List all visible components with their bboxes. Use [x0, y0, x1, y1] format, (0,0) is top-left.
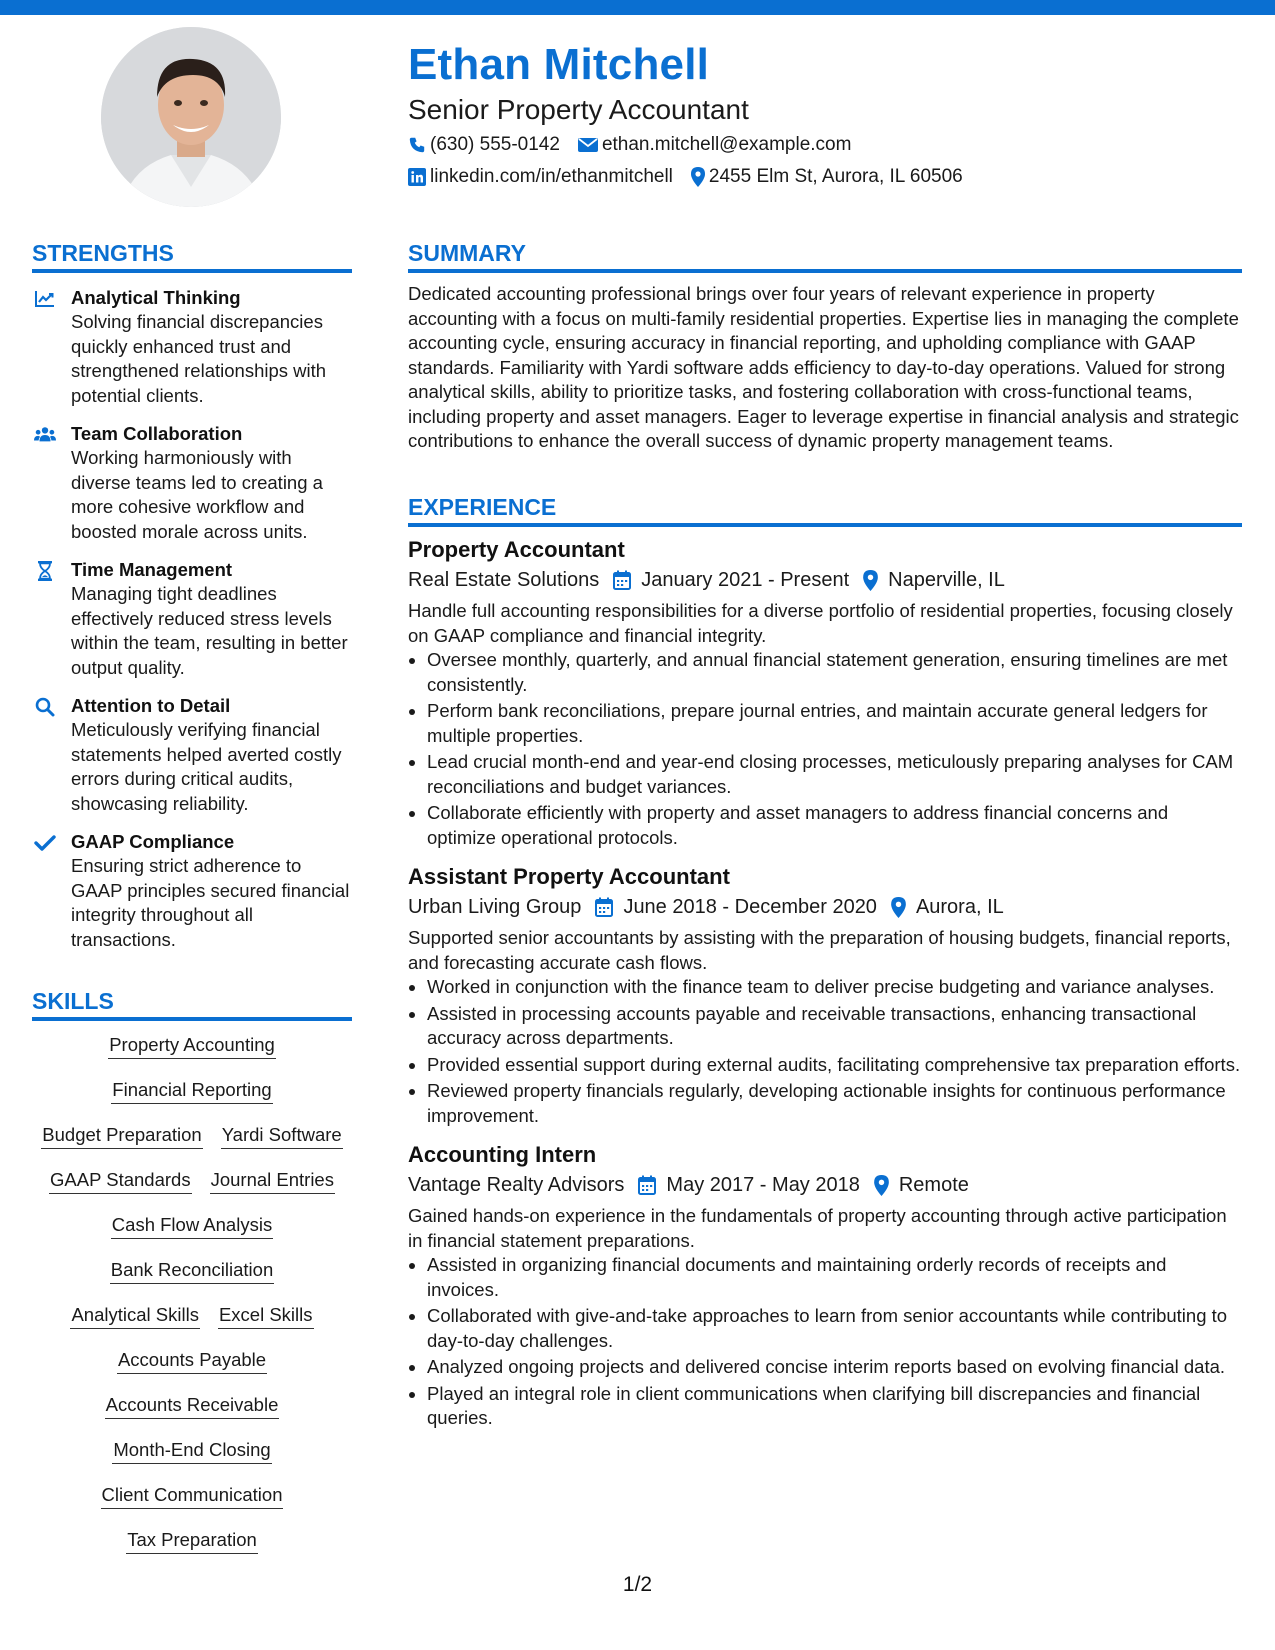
- job-bullet: • Oversee monthly, quarterly, and annual financial statement generation, ensuring timelines are met consistently.: [427, 648, 1242, 697]
- top-accent-bar: [0, 0, 1275, 15]
- job-entry: [408, 1140, 1242, 1431]
- job-bullet: • Reviewed property financials regularly, developing actionable insights for continuous performance improvement.: [427, 1079, 1242, 1128]
- skill-tag: Financial Reporting: [111, 1079, 272, 1104]
- strength-description: Meticulously verifying financial statements helped averted costly errors during critical audits, showcasing reliability.: [71, 719, 342, 814]
- calendar-icon: [638, 1175, 656, 1195]
- skill-row: [32, 1214, 352, 1259]
- location-pin-icon: [863, 570, 878, 591]
- company-name: Real Estate Solutions: [408, 569, 600, 591]
- company-name: Vantage Realty Advisors: [408, 1174, 625, 1196]
- job-description: Handle full accounting responsibilities for a diverse portfolio of residential properties, focusing closely on GAAP compliance and financial integrity.: [408, 600, 1233, 646]
- skill-row: [32, 1439, 352, 1484]
- job-dates: [613, 565, 849, 595]
- skill-row: [32, 1304, 352, 1349]
- strength-description: Managing tight deadlines effectively reduced stress levels within the team, resulting in better output quality.: [71, 583, 348, 678]
- linkedin-contact[interactable]: [408, 166, 673, 188]
- job-description: Gained hands-on experience in the fundamentals of property accounting through active participation in financial statement preparations.: [408, 1205, 1227, 1251]
- skill-tag: Month-End Closing: [112, 1439, 271, 1464]
- job-bullets: [408, 1253, 1242, 1431]
- job-dates: [595, 892, 877, 922]
- skill-tag: Journal Entries: [210, 1169, 335, 1194]
- job-entry: [408, 862, 1242, 1128]
- skills-list: [32, 1034, 352, 1574]
- job-description: Supported senior accountants by assisting with the preparation of housing budgets, financial reports, and forecasting accurate cash flows.: [408, 927, 1231, 973]
- search-icon: [34, 697, 56, 717]
- location-text: Remote: [898, 1174, 969, 1196]
- dates-text: June 2018 - December 2020: [623, 896, 877, 918]
- company-name: Urban Living Group: [408, 896, 582, 918]
- job-title: Accounting Intern: [408, 1142, 597, 1167]
- strength-title: Time Management: [71, 559, 233, 580]
- strength-item: [32, 694, 352, 816]
- linkedin-text: linkedin.com/in/ethanmitchell: [430, 166, 673, 187]
- strength-item: [32, 830, 352, 952]
- skill-tag: Property Accounting: [108, 1034, 276, 1059]
- strengths-heading: STRENGTHS: [32, 240, 352, 273]
- job-bullet: • Analyzed ongoing projects and delivered concise interim reports based on evolving financial data.: [427, 1355, 1242, 1380]
- skill-tag: Bank Reconciliation: [110, 1259, 274, 1284]
- location-pin-icon: [891, 897, 906, 918]
- skill-tag: Tax Preparation: [126, 1529, 258, 1554]
- job-bullet: • Assisted in organizing financial documents and maintaining orderly records of receipts and invoices.: [427, 1253, 1242, 1302]
- summary-heading: SUMMARY: [408, 240, 1242, 273]
- skill-tag: Yardi Software: [221, 1124, 343, 1149]
- skill-tag: Excel Skills: [218, 1304, 314, 1329]
- strengths-list: [32, 286, 352, 966]
- dates-text: May 2017 - May 2018: [666, 1174, 860, 1196]
- strength-item: [32, 286, 352, 408]
- skill-row: [32, 1529, 352, 1574]
- skill-row: [32, 1124, 352, 1169]
- candidate-title: Senior Property Accountant: [408, 94, 749, 125]
- email-text: ethan.mitchell@example.com: [601, 134, 852, 155]
- dates-text: January 2021 - Present: [641, 569, 850, 591]
- calendar-icon: [595, 897, 613, 917]
- skill-tag: Accounts Payable: [117, 1349, 267, 1374]
- skill-tag: Accounts Receivable: [105, 1394, 280, 1419]
- trend-chart-icon: [34, 289, 56, 309]
- skill-tag: Budget Preparation: [41, 1124, 202, 1149]
- email-icon: [578, 137, 598, 153]
- skill-row: [32, 1034, 352, 1079]
- location-text: Naperville, IL: [888, 569, 1005, 591]
- job-bullet: • Lead crucial month-end and year-end closing processes, meticulously preparing analyses for CAM reconciliations and budget variances.: [427, 750, 1242, 799]
- job-bullet: • Worked in conjunction with the finance team to deliver precise budgeting and variance analyses.: [427, 975, 1242, 1000]
- location-text: Aurora, IL: [915, 896, 1004, 918]
- strength-title: Team Collaboration: [71, 423, 243, 444]
- linkedin-icon: [408, 168, 426, 186]
- strength-description: Working harmoniously with diverse teams led to creating a more cohesive workflow and boosted morale across units.: [71, 447, 323, 542]
- skill-row: [32, 1169, 352, 1214]
- profile-photo: [101, 27, 281, 207]
- candidate-name: Ethan Mitchell: [408, 40, 710, 89]
- strength-item: [32, 422, 352, 544]
- summary-text: Dedicated accounting professional brings over four years of relevant experience in property accounting with a focus on multi-family residential properties. Expertise lies in managing the complete accounting cycle, ensuring accuracy in financial reporting, and upholding compliance with GAAP standards. Familiarity with Yardi software adds efficiency to day-to-day operations. Valued for strong analytical skills, ability to prioritize tasks, and fostering collaboration with cross-functional teams, including property and asset managers. Eager to leverage expertise in financial analysis and strategic contributions to enhance the overall success of dynamic property management teams.: [408, 283, 1239, 451]
- location-pin-icon: [691, 167, 705, 187]
- skill-tag: GAAP Standards: [49, 1169, 192, 1194]
- contact-row-1: [408, 134, 869, 156]
- phone-contact[interactable]: [408, 134, 560, 156]
- strength-description: Solving financial discrepancies quickly enhanced trust and strengthened relationships with potential clients.: [71, 311, 327, 406]
- job-title: Property Accountant: [408, 537, 625, 562]
- job-location: [863, 565, 1005, 595]
- skill-tag: Analytical Skills: [70, 1304, 200, 1329]
- calendar-icon: [613, 570, 631, 590]
- job-bullet: • Assisted in processing accounts payable and receivable transactions, enhancing transactional accuracy across departments.: [427, 1002, 1242, 1051]
- job-location: [891, 892, 1004, 922]
- phone-text: (630) 555-0142: [430, 134, 560, 155]
- page-number: 1/2: [622, 1573, 653, 1596]
- skill-row: [32, 1259, 352, 1304]
- skill-row: [32, 1079, 352, 1124]
- job-bullet: • Collaborate efficiently with property and asset managers to address financial concerns and optimize operational protocols.: [427, 801, 1242, 850]
- users-icon: [34, 425, 56, 445]
- address-contact: [691, 166, 963, 188]
- hourglass-icon: [34, 561, 56, 581]
- strength-title: Attention to Detail: [71, 695, 231, 716]
- phone-icon: [408, 136, 426, 154]
- skill-row: [32, 1484, 352, 1529]
- location-pin-icon: [874, 1175, 889, 1196]
- skill-tag: Cash Flow Analysis: [111, 1214, 273, 1239]
- job-bullet: • Played an integral role in client communications when clarifying bill discrepancies and financial queries.: [427, 1382, 1242, 1431]
- skill-tag: Client Communication: [101, 1484, 284, 1509]
- checkmark-icon: [34, 833, 56, 853]
- strength-title: Analytical Thinking: [71, 287, 241, 308]
- job-dates: [638, 1170, 859, 1200]
- contact-row-2: [408, 166, 981, 188]
- job-bullet: • Provided essential support during external audits, facilitating comprehensive tax preparation efforts.: [427, 1053, 1242, 1078]
- email-contact[interactable]: [578, 134, 852, 156]
- job-meta: [408, 892, 1242, 922]
- job-meta: [408, 565, 1242, 595]
- experience-list: [408, 535, 1242, 1443]
- skills-heading: SKILLS: [32, 988, 352, 1021]
- job-title: Assistant Property Accountant: [408, 864, 730, 889]
- strength-description: Ensuring strict adherence to GAAP principles secured financial integrity throughout all transactions.: [71, 855, 350, 950]
- skill-row: [32, 1349, 352, 1394]
- job-bullet: • Perform bank reconciliations, prepare journal entries, and maintain accurate general ledgers for multiple properties.: [427, 699, 1242, 748]
- experience-heading: EXPERIENCE: [408, 494, 1242, 527]
- strength-item: [32, 558, 352, 680]
- job-meta: [408, 1170, 1242, 1200]
- job-bullets: [408, 648, 1242, 850]
- address-text: 2455 Elm St, Aurora, IL 60506: [708, 166, 963, 187]
- skill-row: [32, 1394, 352, 1439]
- job-entry: [408, 535, 1242, 850]
- job-location: [874, 1170, 969, 1200]
- job-bullet: • Collaborated with give-and-take approaches to learn from senior accountants while contributing to day-to-day challenges.: [427, 1304, 1242, 1353]
- strength-title: GAAP Compliance: [71, 831, 235, 852]
- job-bullets: [408, 975, 1242, 1128]
